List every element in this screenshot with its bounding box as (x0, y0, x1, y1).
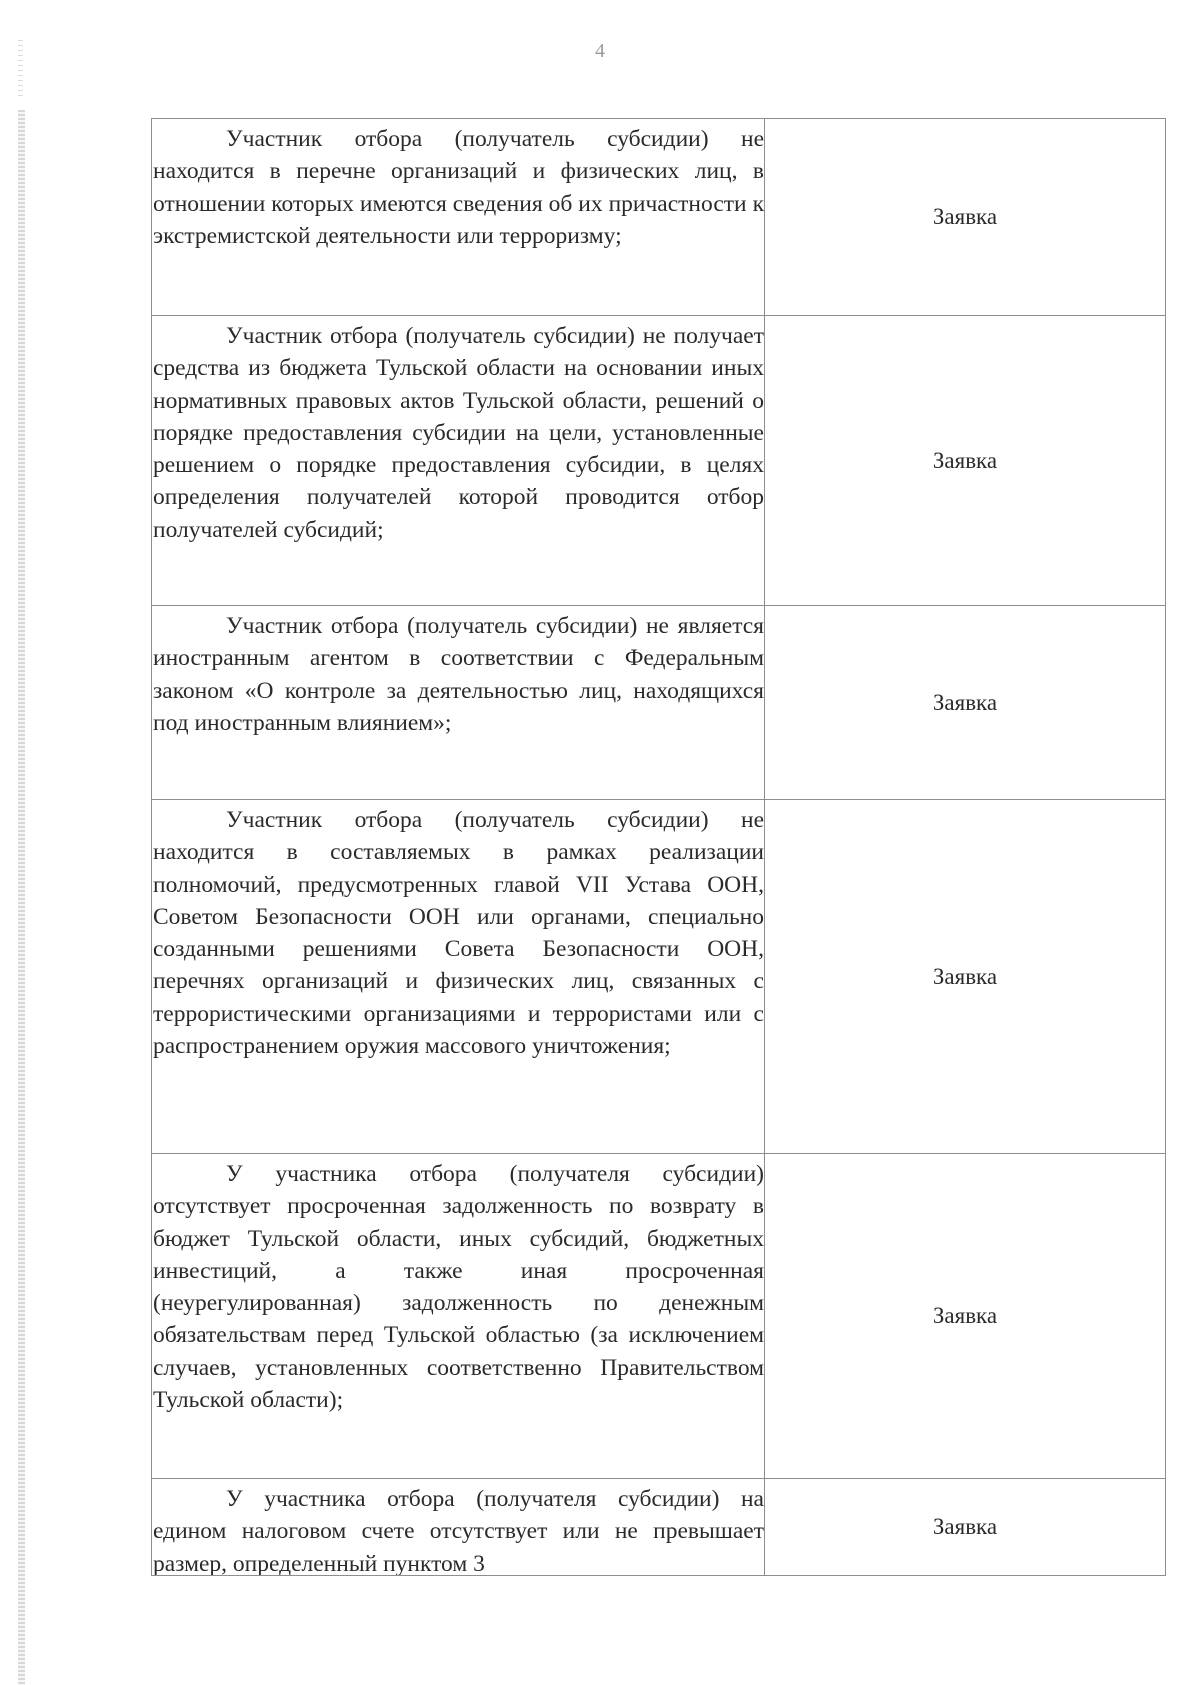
requirements-table (151, 118, 1166, 1576)
condition-text: Участник отбора (получатель субсидии) не является иностранным агентом в соответствии с Федеральным законом «О контроле за деятельностью лиц, находящихся под иностранным влиянием»; (153, 613, 764, 736)
page-number: 4 (595, 40, 605, 62)
condition-cell (152, 606, 765, 800)
condition-cell (152, 119, 765, 316)
document-cell: Заявка (765, 119, 1166, 316)
scan-edge-strip (18, 110, 25, 1685)
document-cell: Заявка (765, 606, 1166, 800)
condition-text: Участник отбора (получатель субсидии) не находится в перечне организаций и физических лиц, в отношении которых имеются сведения об их причастности к экстремистской деятельности или терроризму; (153, 126, 764, 249)
condition-cell (152, 800, 765, 1154)
condition-cell (152, 1479, 765, 1576)
table-row (152, 1479, 1166, 1576)
document-cell: Заявка (765, 316, 1166, 606)
condition-cell (152, 316, 765, 606)
table-row (152, 316, 1166, 606)
condition-cell (152, 1154, 765, 1479)
condition-text: У участника отбора (получателя субсидии) отсутствует просроченная задолженность по возврату в бюджет Тульской области, иных субсидий, бюджетных инвестиций, а также иная просроченная (неурегулированная) задолженность по денежным обязательствам перед Тульской областью (за исключением случаев, установленных соответственно Правительством Тульской области); (153, 1161, 764, 1414)
condition-text: Участник отбора (получатель субсидии) не получает средства из бюджета Тульской области на основании иных нормативных правовых актов Тульской области, решений о порядке предоставления субсидии на цели, установленные решением о порядке предоставления субсидии, в целях определения получателей которой проводится отбор получателей субсидий; (153, 323, 764, 543)
condition-text: Участник отбора (получатель субсидии) не находится в составляемых в рамках реализации полномочий, предусмотренных главой VII Устава ООН, Советом Безопасности ООН или органами, специально созданными решениями Совета Безопасности ООН, перечнях организаций и физических лиц, связанных с террористическими организациями и террористами или с распространением оружия массового уничтожения; (153, 807, 764, 1060)
table-row (152, 119, 1166, 316)
document-cell: Заявка (765, 800, 1166, 1154)
table-row (152, 1154, 1166, 1479)
document-cell: Заявка (765, 1154, 1166, 1479)
condition-text: У участника отбора (получателя субсидии) на едином налоговом счете отсутствует или не превышает размер, определенный пунктом 3 (153, 1486, 764, 1575)
document-cell: Заявка (765, 1479, 1166, 1576)
table-row (152, 606, 1166, 800)
table-row (152, 800, 1166, 1154)
